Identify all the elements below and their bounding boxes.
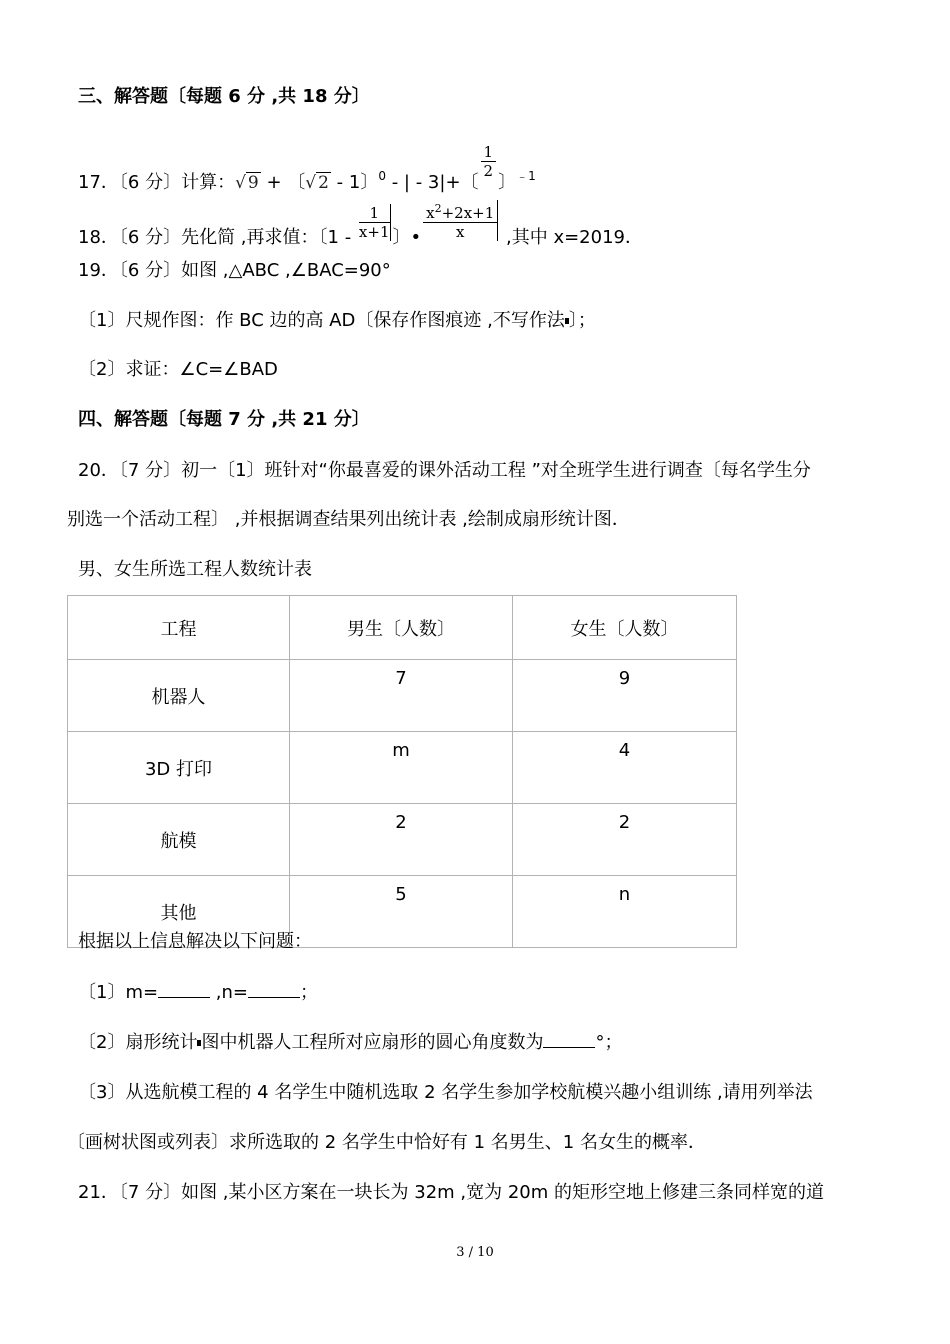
answer-blank-m[interactable] <box>158 981 210 998</box>
table-cell-boys: 7 <box>290 660 513 732</box>
question-19-part-2: 〔2〕求证：∠C=∠BAD <box>78 359 278 380</box>
answer-blank-n[interactable] <box>248 981 300 998</box>
question-20-sub-1 <box>78 981 318 1005</box>
fraction-numerator: 1 <box>359 204 390 223</box>
table-row <box>68 732 737 804</box>
q18-mid: 〕• <box>392 227 422 248</box>
section-3-heading: 三、解答题〔每题 6 分 ,共 18 分〕 <box>78 86 370 107</box>
fraction-quadratic-over-x <box>423 200 498 241</box>
table-cell-item: 3D 打印 <box>68 732 290 804</box>
question-20-sub-2 <box>78 1031 622 1055</box>
section-4-heading: 四、解答题〔每题 7 分 ,共 21 分〕 <box>78 409 370 430</box>
question-19-part-1 <box>78 309 596 333</box>
question-18 <box>78 200 643 250</box>
page-number: 3 / 10 <box>456 1245 494 1260</box>
numerator-rest: +2x+1 <box>441 204 495 222</box>
q17-close: 〕 <box>498 172 517 193</box>
table-cell-girls: n <box>513 876 737 948</box>
q17-minus-one: - 1〕 <box>330 172 379 193</box>
sub1-end: ； <box>300 982 319 1003</box>
fraction-numerator: 1 <box>481 143 497 162</box>
sqrt-9-radicand: 9 <box>247 173 259 193</box>
sub1-m-label: 〔1〕m= <box>78 982 159 1003</box>
table-header-cell: 女生〔人数〕 <box>513 596 737 660</box>
q17-plus: + 〔 <box>260 172 306 193</box>
table-title: 男、女生所选工程人数统计表 <box>78 559 312 580</box>
question-20-stem-line-1: 20．〔7 分〕初一〔1〕班针对“你最喜爱的课外活动工程 ”对全班学生进行调查〔每名学生分 <box>78 460 811 481</box>
q17-exponent-zero: 0 <box>378 169 386 183</box>
table-cell-boys: 5 <box>290 876 513 948</box>
fraction-one-over-x-plus-1 <box>359 204 391 241</box>
sqrt-2-radicand: 2 <box>318 173 329 193</box>
sub2-text-b: 图中机器人工程所对应扇形的圆心角度数为 <box>201 1032 544 1053</box>
sqrt-9: √ 9 <box>235 173 259 193</box>
table-row <box>68 660 737 732</box>
question-20-stem-line-2: 别选一个活动工程〕 ,并根据调查结果列出统计表 ,绘制成扇形统计图． <box>67 509 630 530</box>
table-cell-item: 其他 <box>68 876 290 948</box>
table-header-row <box>68 596 737 660</box>
q18-prefix: 18．〔6 分〕先化简 ,再求值：〔1 - <box>78 227 357 248</box>
table-cell-item: 航模 <box>68 804 290 876</box>
statistics-table <box>67 595 737 948</box>
fraction-one-half <box>481 143 497 180</box>
sub2-text-a: 〔2〕扇形统计 <box>78 1032 198 1053</box>
q19-part1-text: 〔1〕尺规作图：作 BC 边的高 AD〔保存作图痕迹 ,不写作法 <box>78 310 565 331</box>
table-cell-boys: m <box>290 732 513 804</box>
table-cell-item: 机器人 <box>68 660 290 732</box>
question-20-intro: 根据以上信息解决以下问题： <box>78 931 312 952</box>
question-20-sub-3-line-2: 〔画树状图或列表〕求所选取的 2 名学生中恰好有 1 名男生、1 名女生的概率． <box>67 1132 706 1153</box>
question-17 <box>78 143 536 195</box>
table-row <box>68 804 737 876</box>
table-cell-boys: 2 <box>290 804 513 876</box>
q18-suffix: ,其中 x=2019． <box>500 227 643 248</box>
table-cell-girls: 4 <box>513 732 737 804</box>
fraction-denominator: x+1 <box>358 223 390 241</box>
numerator-x: x <box>426 204 435 222</box>
sub2-end: °； <box>595 1032 623 1053</box>
q17-prefix: 17．〔6 分〕计算： <box>78 172 236 193</box>
question-21-stem-line-1: 21．〔7 分〕如图 ,某小区方案在一块长为 32m ,宽为 20m 的矩形空地上修建三条同样宽的道 <box>78 1182 825 1203</box>
answer-blank-angle[interactable] <box>543 1031 595 1048</box>
numerator-exponent: 2 <box>434 202 442 215</box>
q17-exponent-neg-one: ﹣1 <box>516 169 536 183</box>
q19-part1-close: 〕； <box>568 310 596 331</box>
table-cell-girls: 2 <box>513 804 737 876</box>
table-header-cell: 工程 <box>68 596 290 660</box>
table-cell-girls: 9 <box>513 660 737 732</box>
q17-abs: - | - 3|+〔 <box>385 172 479 193</box>
question-20-sub-3-line-1: 〔3〕从选航模工程的 4 名学生中随机选取 2 名学生参加学校航模兴趣小组训练 ,请用列举法 <box>78 1082 813 1103</box>
question-19-stem: 19．〔6 分〕如图 ,△ABC ,∠BAC=90° <box>78 260 391 281</box>
fraction-denominator: x <box>455 223 465 241</box>
sqrt-2: √ 2 <box>305 173 329 193</box>
table-header-cell: 男生〔人数〕 <box>290 596 513 660</box>
fraction-numerator <box>423 200 497 223</box>
sub1-n-label: ,n= <box>210 982 249 1003</box>
fraction-denominator: 2 <box>483 162 494 180</box>
